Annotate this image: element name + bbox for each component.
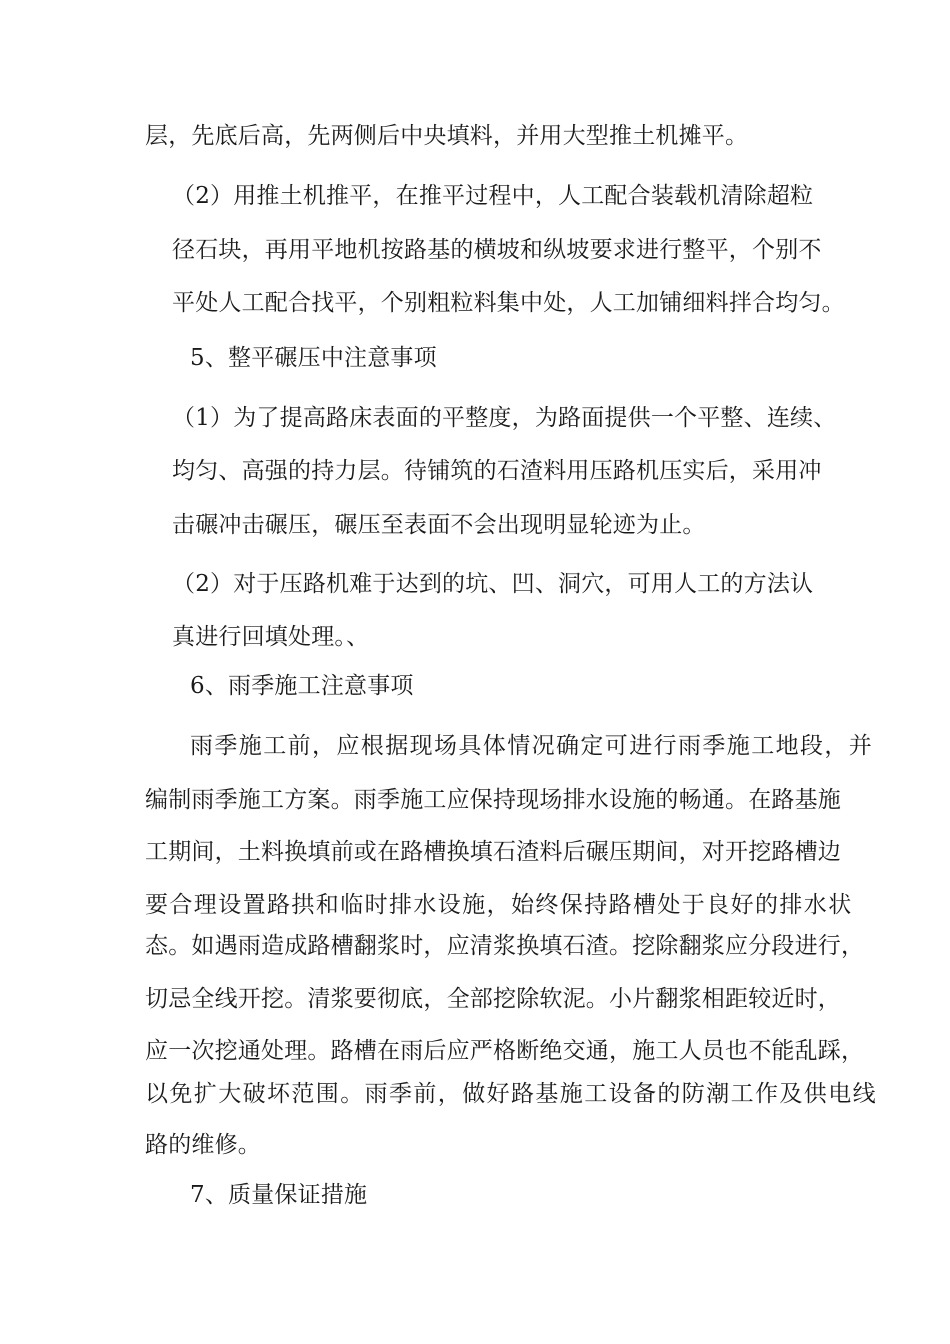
text-line: 平处人工配合找平，个别粗粒料集中处，人工加铺细料拌合均匀。 xyxy=(172,290,845,316)
text-line: 切忌全线开挖。清浆要彻底，全部挖除软泥。小片翻浆相距较近时， xyxy=(145,986,841,1012)
text-line: 态。如遇雨造成路槽翻浆时，应清浆换填石渣。挖除翻浆应分段进行， xyxy=(145,933,865,959)
text-line: 应一次挖通处理。路槽在雨后应严格断绝交通，施工人员也不能乱踩， xyxy=(145,1038,865,1064)
text-line: 路的维修。 xyxy=(145,1132,261,1158)
text-line: 均匀、高强的持力层。待铺筑的石渣料用压路机压实后，采用冲 xyxy=(172,458,822,484)
text-line: 击碾冲击碾压，碾压至表面不会出现明显轮迹为止。 xyxy=(172,512,706,538)
text-line: 层，先底后高，先两侧后中央填料，并用大型推土机摊平。 xyxy=(145,123,749,149)
text-line: 径石块，再用平地机按路基的横坡和纵坡要求进行整平，个别不 xyxy=(172,237,822,263)
text-line: 雨季施工前，应根据现场具体情况确定可进行雨季施工地段，并 xyxy=(190,733,874,759)
text-line: （1）为了提高路床表面的平整度，为路面提供一个平整、连续、 xyxy=(172,405,837,431)
section-heading: 7、质量保证措施 xyxy=(190,1182,368,1208)
section-heading: 5、整平碾压中注意事项 xyxy=(190,345,437,371)
text-line: 工期间，土料换填前或在路槽换填石渣料后碾压期间，对开挖路槽边 xyxy=(145,839,841,865)
text-line: 真进行回填处理。、 xyxy=(172,624,370,650)
text-line: （2）对于压路机难于达到的坑、凹、洞穴，可用人工的方法认 xyxy=(172,571,814,597)
text-line: （2）用推土机推平，在推平过程中，人工配合装载机清除超粒 xyxy=(172,183,814,209)
text-line: 以免扩大破坏范围。雨季前，做好路基施工设备的防潮工作及供电线 xyxy=(145,1081,877,1107)
text-line: 编制雨季施工方案。雨季施工应保持现场排水设施的畅通。在路基施 xyxy=(145,787,841,813)
text-line: 要合理设置路拱和临时排水设施，始终保持路槽处于良好的排水状 xyxy=(145,892,853,918)
section-heading: 6、雨季施工注意事项 xyxy=(190,673,414,699)
